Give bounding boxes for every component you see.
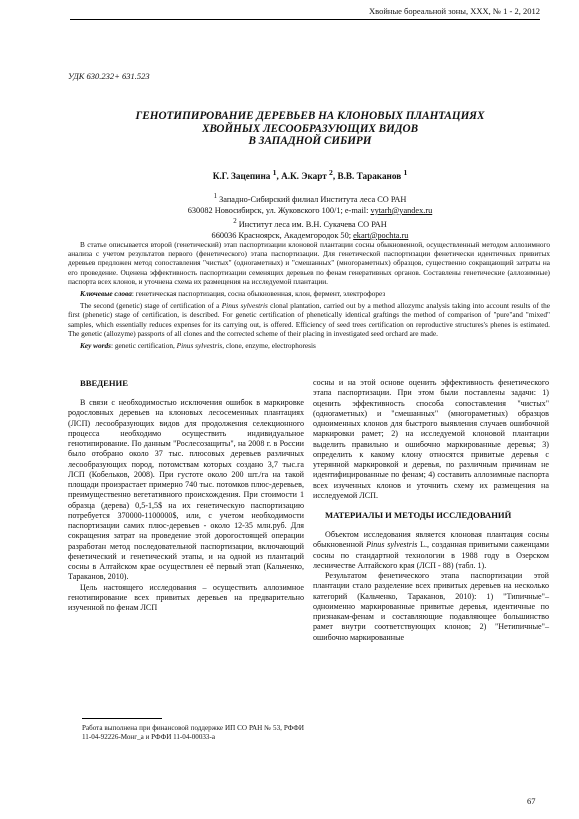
paragraph-text: Объектом исследования является клоновая плантация сосны обыкновенной	[313, 530, 549, 550]
right-paragraph-1: сосны и на этой основе оценить эффективность фенетического этапа паспортизации. При этом были поставлены задачи: 1) оценить эффективность способа сопоставления "чистых" (одноraметных) и "смешанных" (многораметных) образцов одноименных клонов для быстрого выявления случаев ошибочной маркировки рамет; 2) на исследуемой клоновой плантации выделить правильно и ошибочно маркированные деревья; 3) определить к какому клону относятся привитые деревья с утерянной маркировкой и деревья, по различным причинам не идентифицированные по фенам; 4) составить аллозимные паспорта всех изученных клонов и уточнить схему их размещения на исследуемой ЛСП.	[313, 378, 549, 500]
affiliation-1	[70, 191, 550, 205]
author-2: А.К. Экарт	[281, 171, 327, 182]
title-line-2: ХВОЙНЫХ ЛЕСООБРАЗУЮЩИХ ВИДОВ	[201, 122, 419, 135]
article-title	[70, 110, 550, 148]
intro-paragraph-2: Цель настоящего исследования – осуществить аллозимное генотипирование всех привитых деревьев на предварительно изученной по фенам ЛСП	[68, 582, 304, 612]
section-heading-methods: МАТЕРИАЛЫ И МЕТОДЫ ИССЛЕДОВАНИЙ	[325, 510, 512, 520]
journal-header: Хвойные бореальной зоны, XXX, № 1 - 2, 2012	[70, 6, 540, 20]
address-text: 660036 Красноярск, Академгородок 50;	[211, 230, 354, 240]
author-1-affil: 1	[272, 168, 277, 177]
keywords-russian	[68, 289, 550, 298]
methods-paragraph-2: Результатом фенетического этапа паспортизации этой плантации стало разделение всех привитых деревьев на несколько категорий (Кальченко, Тараканов, 2010): 1) "Типичные"– одноименно маркированные привитые деревья, идентичные по признакам-фенам и составляющие подавляющее большинство рамет внутри соответствующих клонов; 2) "Нетипичные"– ошибочно маркированные	[313, 571, 549, 642]
methods-paragraph-1	[313, 530, 549, 571]
paragraph-text: L., созданная привитыми саженцами сосны по стандартной технологии в 1988 году в Озерском лесничестве Алтайского края (ЛСП - 88) (табл. 1).	[313, 540, 549, 570]
species-name: Pinus sylvestris	[176, 341, 223, 351]
affiliation-1-name: Западно-Сибирский филиал Института леса СО РАН	[217, 194, 407, 204]
udk-code: УДК 630.232+ 631.523	[68, 71, 150, 81]
intro-paragraph-1: В связи с необходимостью исключения ошибок в маркировке родословных деревьев на клоновых лесосеменных плантациях (ЛСП) лесообразующих видов для продолжения селекционного процесса необходимо осуществить индивидуальное генотипирование. По данным "Рослесозащиты", на 2008 г. в России было отобрано около 37 тыс. плюсовых деревьев различных лесообразующих пород, потомствам которых создано 3,7 тыс.га ЛСП (Кобельков, 2008). При густоте около 200 шт./га на такой площади произрастает примерно 740 тыс. потомков плюс-деревьев, преимущественно вегетативного происхождения. При стоимости 1 образца (дерева) 0,5-1,5$ на их генетическую паспортизацию потребуется 370000-1100000$, или, с учетом необходимости паспортизации самих плюс-деревьев - около 12-35 млн.руб. Для сокращения затрат на проведение этой дорогостоящей операции разработан метод последовательной паспортизации, включающий фенетический и генетический этапы, и на одной из плантаций сосны в Алтайском крае осуществлен её первый этап (Кальченко, Тараканов, 2010).	[68, 398, 304, 582]
keywords-text: : генетическая паспортизация, сосна обыкновенная, клон, фермент, электрофорез	[131, 289, 386, 299]
keywords-text: : genetic certification,	[111, 341, 177, 351]
affiliation-2-marker: 2	[233, 217, 237, 225]
author-3: В.В. Тараканов	[337, 171, 402, 182]
title-line-1: ГЕНОТИПИРОВАНИЕ ДЕРЕВЬЕВ НА КЛОНОВЫХ ПЛАНТАЦИЯХ	[135, 110, 485, 122]
keywords-label: Key words	[80, 341, 112, 351]
keywords-english	[68, 341, 550, 350]
section-heading-intro: ВВЕДЕНИЕ	[80, 378, 128, 388]
footnote-divider	[82, 718, 162, 719]
email-link-2[interactable]: ekart@pochta.ru	[353, 230, 409, 240]
affiliation-2-name: Институт леса им. В.Н. Сукачева СО РАН	[236, 219, 387, 229]
keywords-text: , clone, enzyme, electrophoresis	[222, 341, 316, 351]
species-name: Pinus sylvestris	[366, 540, 418, 550]
right-column	[313, 378, 549, 643]
abstract-block	[68, 240, 550, 353]
author-1: К.Г. Зацепина	[212, 171, 271, 182]
author-list	[70, 168, 550, 181]
email-link-1[interactable]: vytarh@yandex.ru	[370, 205, 433, 215]
affiliation-1-marker: 1	[213, 193, 218, 200]
abstract-en-text: clonal plantation, carried out by a method allozymc analysis taking into account results of the first (phenetic) stage of certification, is described. For genetic certification of phenetically identical graftings the method of comparison of "pure"and "mixed" samples, which essentially reduces expenses for its carrying out, is offered. Efficiency of seed trees certification on reproductive structures's phenes is estimated. The genetic (allozyme) passports of all clones and the corrected scheme of their placing in investigated seed orchard are made.	[68, 301, 551, 338]
author-separator: ,	[332, 171, 338, 182]
abstract-english	[68, 301, 550, 338]
author-3-affil: 1	[403, 168, 408, 177]
address-text: 630082 Новосибирск, ул. Жуковского 100/1; e-mail:	[187, 205, 371, 215]
abstract-en-text: The second (genetic) stage of certification of a	[80, 301, 222, 311]
affiliation-2	[70, 216, 550, 230]
affiliation-1-address	[70, 205, 550, 216]
keywords-label: Ключевые слова	[80, 289, 132, 299]
affiliation-2-address	[70, 230, 550, 241]
author-separator: ,	[276, 171, 282, 182]
title-line-3: В ЗАПАДНОЙ СИБИРИ	[248, 135, 372, 147]
species-name: Pinus sylvestris	[221, 301, 268, 311]
affiliations	[70, 191, 550, 241]
left-column	[68, 378, 304, 613]
abstract-russian: В статье описывается второй (генетический) этап паспортизации клоновой плантации сосны обыкновенной, осуществленный методом аллозимного анализа с учетом результатов первого (фенетического) этапа паспортизации. Для генетической паспортизации фенетически идентичных привитых деревьев предложен метод сопоставления "чистых" (одноraметных) и "смешанных" (многораметных) образцов, существенно сокращающий затраты на его проведение. Оценена эффективность паспортизации семенящих деревьев по фенам генеративных органов. Составлены генетические (аллозимные) паспорта всех клонов, и уточнена схема их размещения на исследуемой плантации.	[68, 240, 550, 286]
page-number: 67	[527, 796, 536, 806]
funding-footnote: Работа выполнена при финансовой поддержке ИП СО РАН № 53, РФФИ 11-04-92226-Монг_а и РФФИ 11-04-00033-а	[82, 724, 304, 741]
author-2-affil: 2	[329, 168, 333, 177]
